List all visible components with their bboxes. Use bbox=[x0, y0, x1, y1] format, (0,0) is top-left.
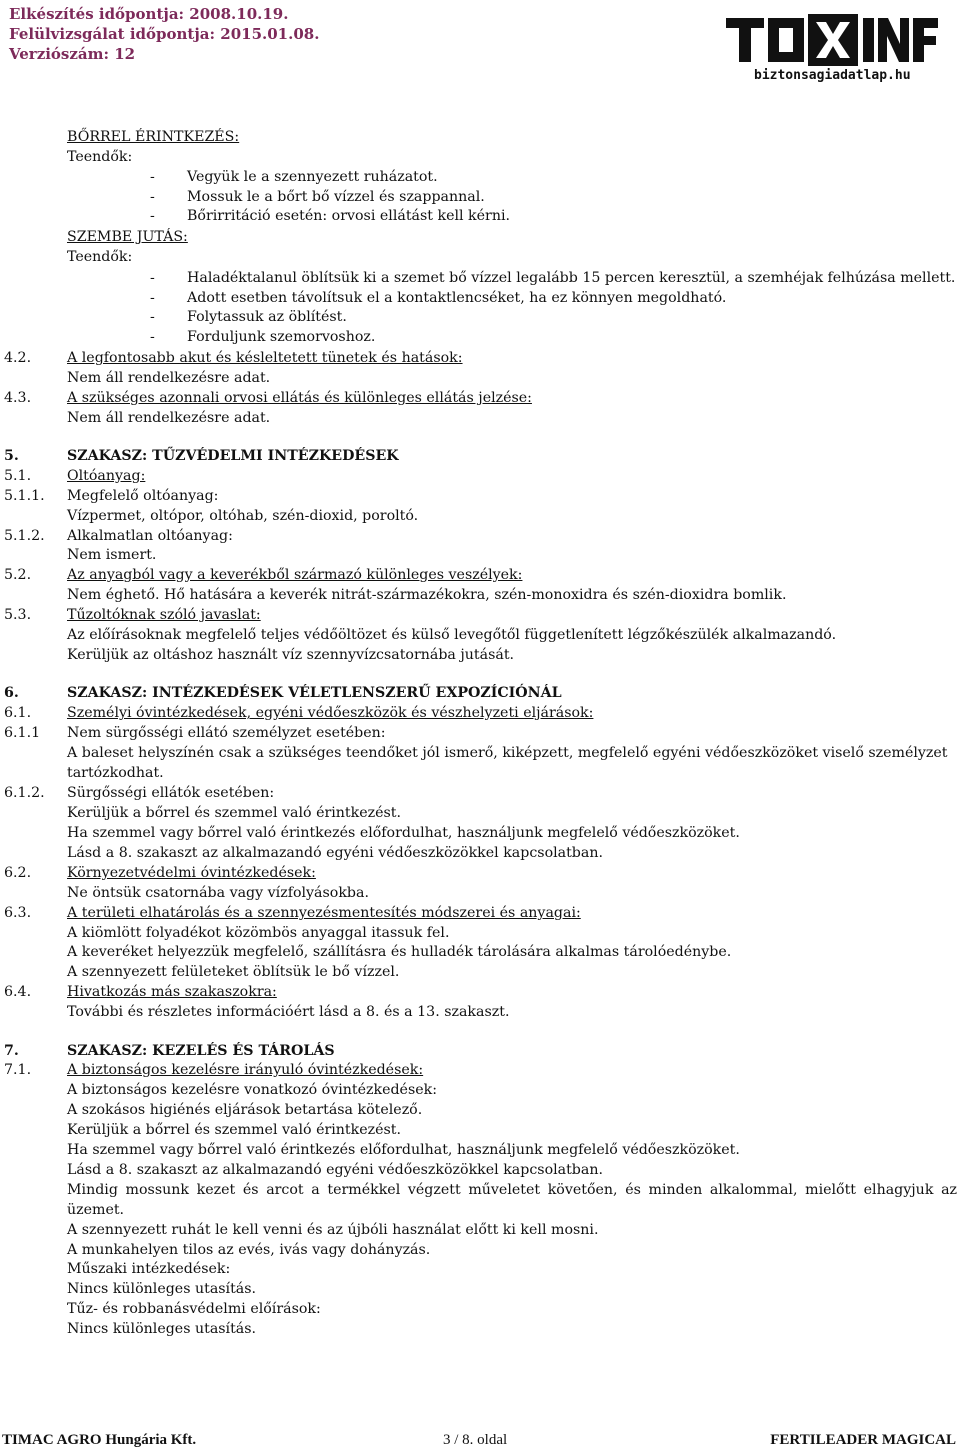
section-text: Műszaki intézkedések: bbox=[67, 1261, 231, 1277]
section-text: Tűz- és robbanásvédelmi előírások: bbox=[67, 1301, 321, 1317]
page-number: 3 / 8. oldal bbox=[443, 1432, 508, 1448]
section-number: 6. bbox=[4, 685, 19, 701]
section-number: 5.3. bbox=[4, 607, 32, 623]
product-name: FERTILEADER MAGICAL bbox=[770, 1432, 956, 1448]
list-item: Forduljunk szemorvoshoz. bbox=[187, 329, 376, 345]
list-item: Haladéktalanul öblítsük ki a szemet bő vízzel legalább 15 percen keresztül, a szemhéjak felhúzása mellett. bbox=[187, 270, 956, 286]
section-number: 7.1. bbox=[4, 1062, 32, 1078]
section-text: Lásd a 8. szakaszt az alkalmazandó egyéni védőeszközökkel kapcsolatban. bbox=[67, 1162, 603, 1178]
section-number: 5.2. bbox=[4, 567, 32, 583]
section-text: A szennyezett felületeket öblítsük le bő vízzel. bbox=[67, 964, 400, 980]
section-7-1-title: A biztonságos kezelésre irányuló óvintézkedések: bbox=[67, 1062, 424, 1078]
eye-contact-heading: SZEMBE JUTÁS: bbox=[67, 229, 188, 245]
list-bullet: - bbox=[150, 309, 155, 325]
eye-teendok-label: Teendők: bbox=[67, 249, 133, 265]
section-number: 5.1. bbox=[4, 468, 32, 484]
section-6-1-title: Személyi óvintézkedések, egyéni védőeszközök és vészhelyzeti eljárások: bbox=[67, 705, 594, 721]
section-text: Mindig mossunk kezet és arcot a termékkel végzett műveletet követően, és minden alkalommal, mielőtt elhagyjuk az bbox=[67, 1182, 957, 1198]
toxinfo-logo bbox=[724, 14, 940, 66]
revision-date: Felülvizsgálat időpontja: 2015.01.08. bbox=[9, 25, 320, 43]
section-number: 5. bbox=[4, 448, 19, 464]
section-text: A biztonságos kezelésre vonatkozó óvintézkedések: bbox=[67, 1082, 437, 1098]
section-number: 6.3. bbox=[4, 905, 32, 921]
section-6-title: SZAKASZ: INTÉZKEDÉSEK VÉLETLENSZERŰ EXPOZÍCIÓNÁL bbox=[67, 685, 562, 701]
section-number: 6.4. bbox=[4, 984, 32, 1000]
section-number: 6.1. bbox=[4, 705, 32, 721]
section-text: Nincs különleges utasítás. bbox=[67, 1281, 257, 1297]
section-text: Ha szemmel vagy bőrrel való érintkezés előfordulhat, használjunk megfelelő védőeszközöket. bbox=[67, 1142, 740, 1158]
section-text: Nem ismert. bbox=[67, 547, 157, 563]
section-text: A munkahelyen tilos az evés, ivás vagy dohányzás. bbox=[67, 1242, 431, 1258]
section-5-title: SZAKASZ: TŰZVÉDELMI INTÉZKEDÉSEK bbox=[67, 448, 399, 464]
section-text: A baleset helyszínén csak a szükséges teendőket jól ismerő, kiképzett, megfelelő egyéni védőeszközöket viselő személyzet bbox=[67, 745, 948, 761]
section-number: 6.1.1 bbox=[4, 725, 41, 741]
section-number: 4.3. bbox=[4, 390, 32, 406]
list-bullet: - bbox=[150, 208, 155, 224]
section-text: Ha szemmel vagy bőrrel való érintkezés előfordulhat, használjunk megfelelő védőeszközöket. bbox=[67, 825, 740, 841]
page-footer bbox=[0, 1431, 960, 1451]
section-6-4-title: Hivatkozás más szakaszokra: bbox=[67, 984, 277, 1000]
section-5-1-2-title: Alkalmatlan oltóanyag: bbox=[67, 528, 233, 544]
list-bullet: - bbox=[150, 169, 155, 185]
section-text: További és részletes információért lásd a 8. és a 13. szakaszt. bbox=[67, 1004, 510, 1020]
section-6-1-2-title: Sürgősségi ellátók esetében: bbox=[67, 785, 275, 801]
section-6-1-1-title: Nem sürgősségi ellátó személyzet esetében: bbox=[67, 725, 386, 741]
website-link[interactable]: biztonsagiadatlap.hu bbox=[754, 68, 911, 83]
list-item: Mossuk le a bőrt bő vízzel és szappannal. bbox=[187, 189, 485, 205]
section-text: A kiömlött folyadékot közömbös anyaggal itassuk fel. bbox=[67, 925, 450, 941]
section-text: A keveréket helyezzük megfelelő, szállításra és hulladék tárolására alkalmas tárolóedénybe. bbox=[67, 944, 732, 960]
section-number: 6.2. bbox=[4, 865, 32, 881]
section-text: Nem éghető. Hő hatására a keverék nitrát-származékokra, szén-monoxidra és szén-dioxidra bomlik. bbox=[67, 587, 787, 603]
list-bullet: - bbox=[150, 270, 155, 286]
list-item: Adott esetben távolítsuk el a kontaktlencséket, ha ez könnyen megoldható. bbox=[187, 290, 727, 306]
version-number: Verziószám: 12 bbox=[9, 45, 136, 63]
list-bullet: - bbox=[150, 189, 155, 205]
section-7-title: SZAKASZ: KEZELÉS ÉS TÁROLÁS bbox=[67, 1043, 335, 1059]
toxinfo-logo-icon bbox=[724, 14, 940, 66]
section-5-1-1-title: Megfelelő oltóanyag: bbox=[67, 488, 219, 504]
section-text: üzemet. bbox=[67, 1202, 125, 1218]
section-text: Kerüljük a bőrrel és szemmel való érintkezést. bbox=[67, 1122, 401, 1138]
section-4-3-title: A szükséges azonnali orvosi ellátás és különleges ellátás jelzése: bbox=[67, 390, 532, 406]
section-5-3-title: Tűzoltóknak szóló javaslat: bbox=[67, 607, 261, 623]
list-item: Bőrirritáció esetén: orvosi ellátást kell kérni. bbox=[187, 208, 511, 224]
section-text: Vízpermet, oltópor, oltóhab, szén-dioxid, poroltó. bbox=[67, 508, 419, 524]
section-5-1-title: Oltóanyag: bbox=[67, 468, 146, 484]
section-number: 7. bbox=[4, 1043, 19, 1059]
list-bullet: - bbox=[150, 290, 155, 306]
section-number: 5.1.2. bbox=[4, 528, 45, 544]
section-text: Az előírásoknak megfelelő teljes védőöltözet és külső levegőtől függetlenített légzőkészülék alkalmazandó. bbox=[67, 627, 837, 643]
section-text: Lásd a 8. szakaszt az alkalmazandó egyéni védőeszközökkel kapcsolatban. bbox=[67, 845, 603, 861]
prepared-date: Elkészítés időpontja: 2008.10.19. bbox=[9, 5, 289, 23]
list-item: Vegyük le a szennyezett ruházatot. bbox=[187, 169, 438, 185]
section-4-2-title: A legfontosabb akut és késleltetett tünetek és hatások: bbox=[67, 350, 463, 366]
section-5-2-title: Az anyagból vagy a keverékből származó különleges veszélyek: bbox=[67, 567, 523, 583]
section-text: Kerüljük az oltáshoz használt víz szennyvízcsatornába jutását. bbox=[67, 647, 515, 663]
section-text: Nincs különleges utasítás. bbox=[67, 1321, 257, 1337]
section-number: 5.1.1. bbox=[4, 488, 45, 504]
section-text: Kerüljük a bőrrel és szemmel való érintkezést. bbox=[67, 805, 401, 821]
skin-contact-heading: BŐRREL ÉRINTKEZÉS: bbox=[67, 129, 240, 145]
page-header bbox=[0, 0, 960, 120]
skin-teendok-label: Teendők: bbox=[67, 149, 133, 165]
section-number: 6.1.2. bbox=[4, 785, 45, 801]
section-text: Ne öntsük csatornába vagy vízfolyásokba. bbox=[67, 885, 369, 901]
section-text: Nem áll rendelkezésre adat. bbox=[67, 370, 271, 386]
section-6-2-title: Környezetvédelmi óvintézkedések: bbox=[67, 865, 316, 881]
list-item: Folytassuk az öblítést. bbox=[187, 309, 347, 325]
list-bullet: - bbox=[150, 329, 155, 345]
section-text: Nem áll rendelkezésre adat. bbox=[67, 410, 271, 426]
section-number: 4.2. bbox=[4, 350, 32, 366]
section-text: tartózkodhat. bbox=[67, 765, 164, 781]
company-name: TIMAC AGRO Hungária Kft. bbox=[2, 1432, 197, 1448]
section-text: A szokásos higiénés eljárások betartása kötelező. bbox=[67, 1102, 423, 1118]
section-text: A szennyezett ruhát le kell venni és az újbóli használat előtt ki kell mosni. bbox=[67, 1222, 599, 1238]
section-6-3-title: A területi elhatárolás és a szennyezésmentesítés módszerei és anyagai: bbox=[67, 905, 581, 921]
